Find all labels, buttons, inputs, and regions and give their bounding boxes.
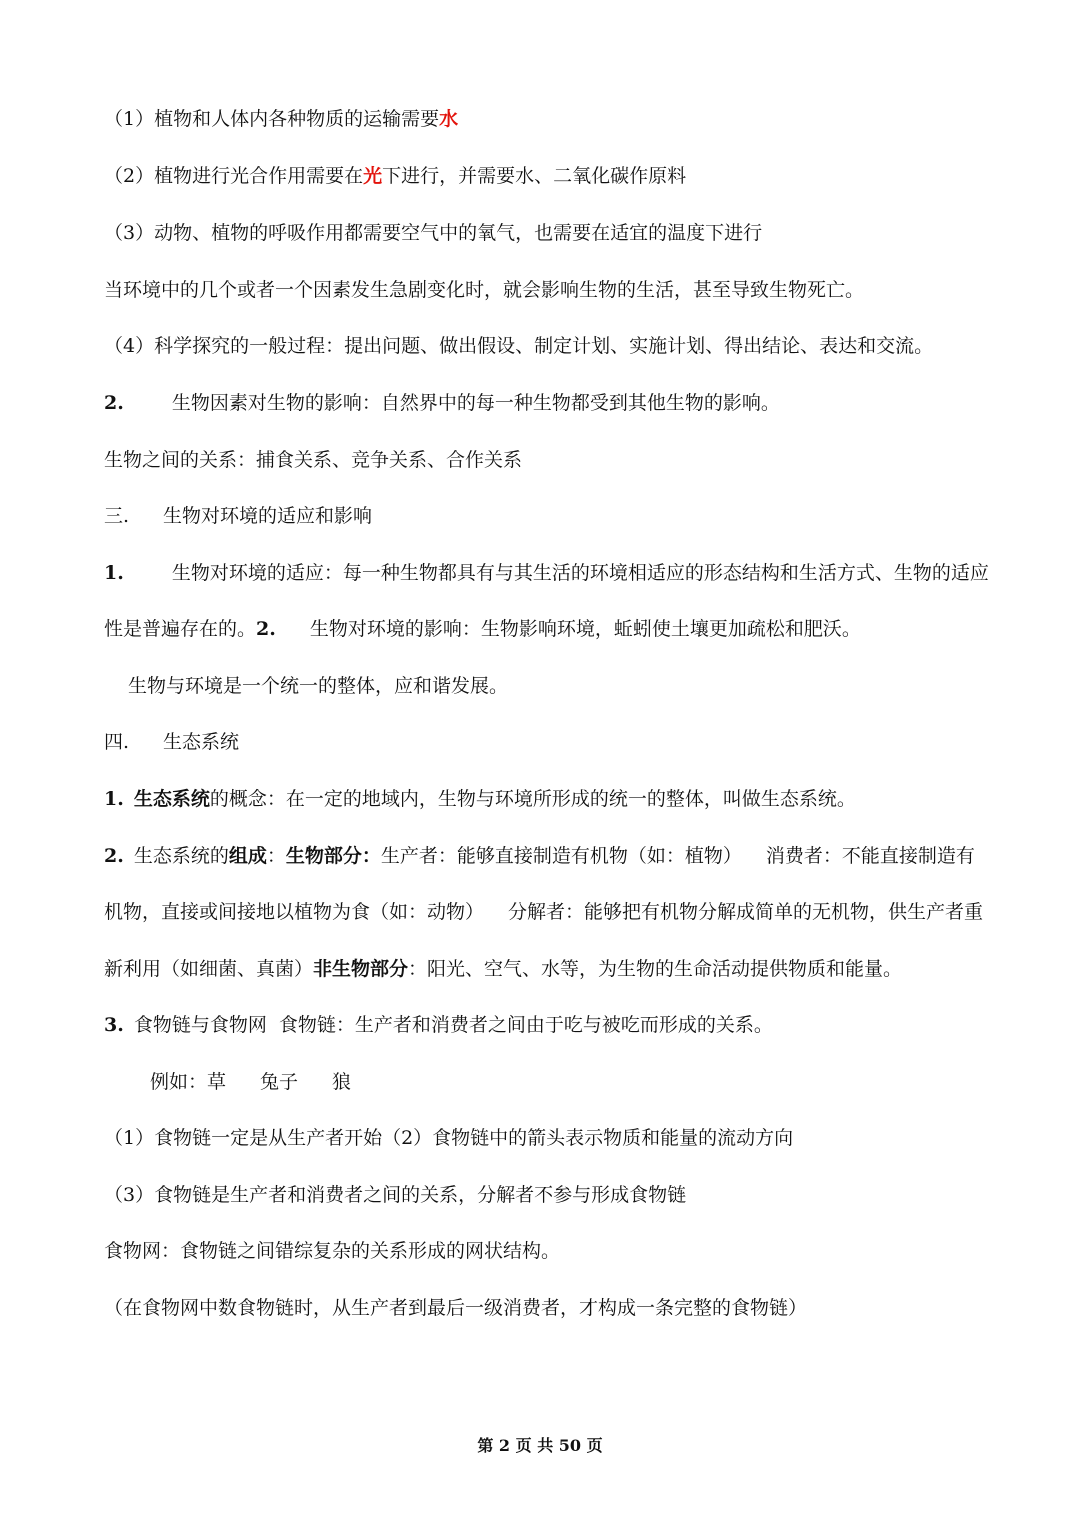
text-line-food-chain-start: （1）食物链一定是从生产者开始（2）食物链中的箭头表示物质和能量的流动方向 <box>104 1127 794 1149</box>
section-heading-adaptation: 三. 生物对环境的适应和影响 <box>104 505 373 527</box>
text-line-food-web: 食物网：食物链之间错综复杂的关系形成的网状结构。 <box>104 1240 561 1262</box>
text-line-relationships: 生物之间的关系：捕食关系、竞争关系、合作关系 <box>104 449 523 471</box>
text-line-influence: 性是普遍存在的。2. 生物对环境的影响：生物影响环境，蚯蚓使土壤更加疏松和肥沃。 <box>104 618 861 640</box>
text-line-adaptation: 1. 生物对环境的适应：每一种生物都具有与其生活的环境相适应的形态结构和生活方式、生物的适应 <box>104 562 989 584</box>
highlight-light: 光 <box>363 165 383 187</box>
text-line-scientific-inquiry: （4）科学探究的一般过程：提出问题、做出假设、制定计划、实施计划、得出结论、表达和交流。 <box>104 335 934 357</box>
section-heading-ecosystem: 四. 生态系统 <box>104 731 240 753</box>
text-line-environment-change: 当环境中的几个或者一个因素发生急剧变化时，就会影响生物的生活，甚至导致生物死亡。 <box>104 279 865 301</box>
text-line-consumers: 机物，直接或间接地以植物为食（如：动物） 分解者：能够把有机物分解成简单的无机物，供生产者重 <box>104 901 984 923</box>
text-line-food-chain-relation: （3）食物链是生产者和消费者之间的关系，分解者不参与形成食物链 <box>104 1184 687 1206</box>
text-line-counting-note: （在食物网中数食物链时，从生产者到最后一级消费者，才构成一条完整的食物链） <box>104 1297 808 1319</box>
page-number-footer: 第 2 页 共 50 页 <box>477 1436 603 1455</box>
text-line-ecosystem-components: 2. 生态系统的组成：生物部分：生产者：能够直接制造有机物（如：植物） 消费者：不能直接制造有 <box>104 845 975 867</box>
text-line-harmony: 生物与环境是一个统一的整体，应和谐发展。 <box>128 675 509 697</box>
text-line-photosynthesis: （2）植物进行光合作用需要在光下进行，并需要水、二氧化碳作原料 <box>104 165 687 187</box>
highlight-water: 水 <box>439 108 459 130</box>
text-line-plant-transport: （1）植物和人体内各种物质的运输需要水 <box>104 108 459 130</box>
text-line-abiotic: 新利用（如细菌、真菌）非生物部分：阳光、空气、水等，为生物的生命活动提供物质和能量。 <box>104 958 903 980</box>
text-line-respiration: （3）动物、植物的呼吸作用都需要空气中的氧气，也需要在适宜的温度下进行 <box>104 222 763 244</box>
text-line-ecosystem-concept: 1. 生态系统的概念：在一定的地域内，生物与环境所形成的统一的整体，叫做生态系统。 <box>104 788 856 810</box>
text-line-example: 例如：草 兔子 狼 <box>150 1071 352 1093</box>
text-line-biotic-factors: 2. 生物因素对生物的影响：自然界中的每一种生物都受到其他生物的影响。 <box>104 392 780 414</box>
text-line-food-chain: 3. 食物链与食物网 食物链：生产者和消费者之间由于吃与被吃而形成的关系。 <box>104 1014 773 1036</box>
